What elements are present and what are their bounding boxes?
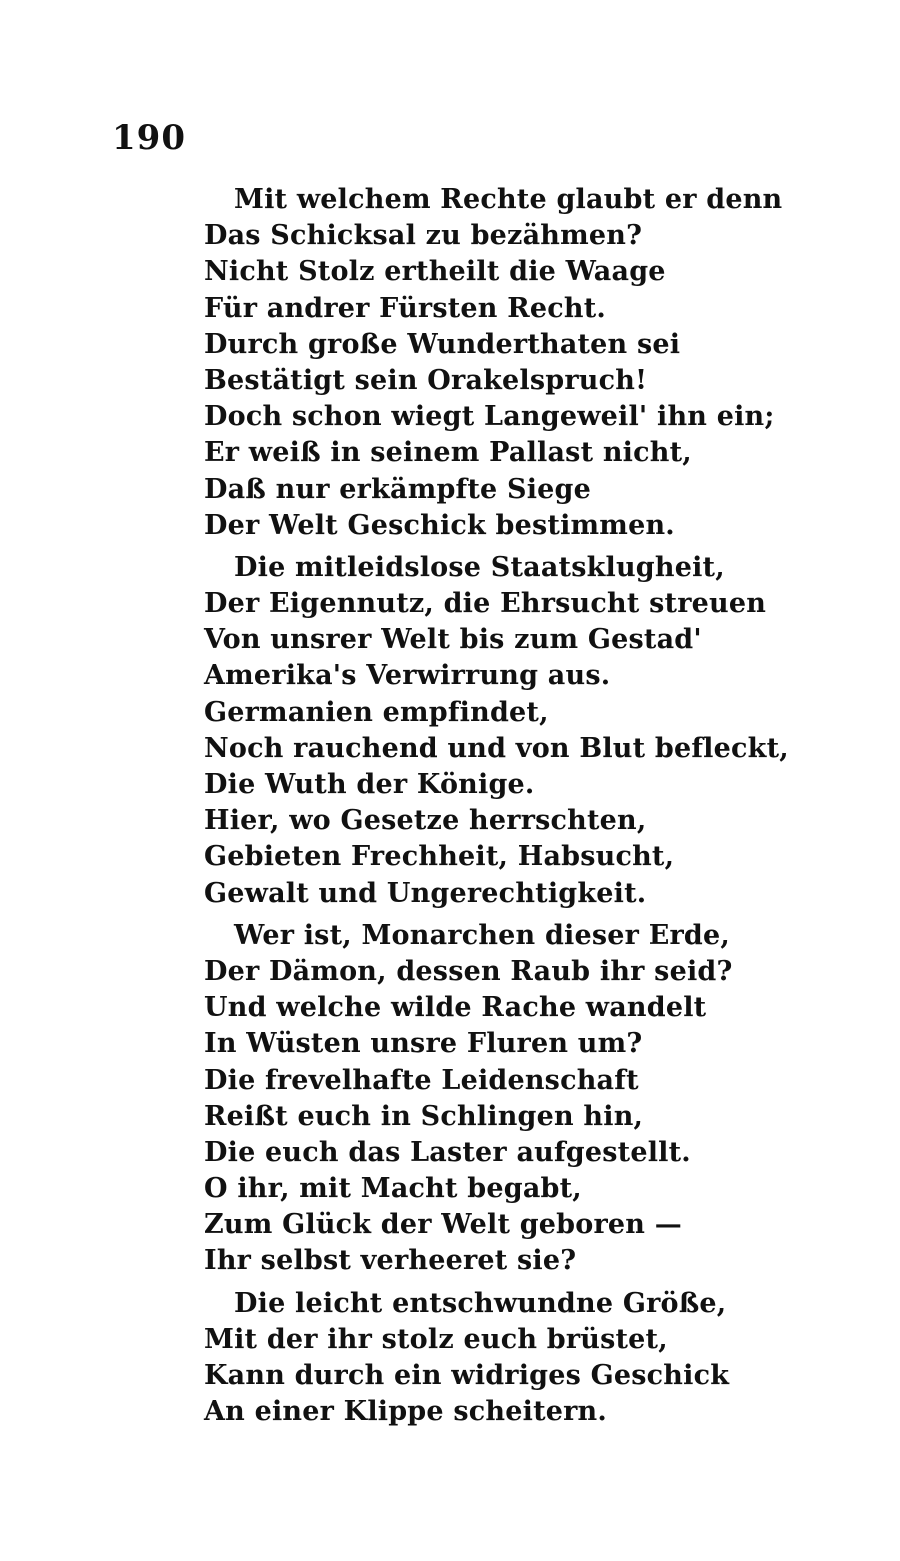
stanza-1 [204, 182, 783, 544]
poem-line: An einer Klippe scheitern. [204, 1396, 607, 1428]
page-number: 190 [112, 118, 186, 158]
poem-line: Bestätigt sein Orakelspruch! [204, 364, 648, 396]
poem-line: Noch rauchend und von Blut befleckt, [204, 732, 789, 764]
poem-line: Amerika's Verwirrung aus. [204, 660, 611, 692]
poem-line: Der Welt Geschick bestimmen. [204, 509, 675, 541]
poem-line: Und welche wilde Rache wandelt [204, 992, 707, 1024]
poem-line: Ihr selbst verheeret sie? [204, 1245, 577, 1277]
poem-line: Doch schon wiegt Langeweil' ihn ein; [204, 401, 775, 433]
poem-line: Daß nur erkämpfte Siege [204, 473, 592, 505]
poem-line: Von unsrer Welt bis zum Gestad' [204, 624, 702, 656]
poem-line: Durch große Wunderthaten sei [204, 328, 681, 360]
poem-line: Er weiß in seinem Pallast nicht, [204, 437, 692, 469]
poem-line: Reißt euch in Schlingen hin, [204, 1100, 644, 1132]
poem-line: Die frevelhafte Leidenschaft [204, 1064, 639, 1096]
stanza-2 [204, 550, 789, 912]
poem-line: Hier, wo Gesetze herrschten, [204, 805, 647, 837]
poem-line: In Wüsten unsre Fluren um? [204, 1028, 643, 1060]
poem-line: Das Schicksal zu bezähmen? [204, 220, 643, 252]
stanza-3 [204, 918, 764, 1280]
poem-line: Wer ist, Monarchen dieser Erde, [234, 919, 730, 951]
poem-line: O ihr, mit Macht begabt, [204, 1173, 582, 1205]
poem-line: Germanien empfindet, [204, 696, 549, 728]
stanza-4 [204, 1286, 764, 1431]
poem-line: Die leicht entschwundne Größe, [234, 1287, 727, 1319]
poem-line: Kann durch ein widriges Geschick [204, 1360, 730, 1391]
poem-line: Mit der ihr stolz euch brüstet, [204, 1323, 668, 1355]
poem-line: Die euch das Laster aufgestellt. [204, 1136, 691, 1168]
poem-line: Mit welchem Rechte glaubt er denn [234, 184, 783, 215]
poem-line: Zum Glück der Welt geboren — [204, 1209, 682, 1241]
poem-line: Die Wuth der Könige. [204, 769, 535, 800]
poem-line: Der Eigennutz, die Ehrsucht streuen [204, 588, 767, 620]
poem-line: Gebieten Frechheit, Habsucht, [204, 841, 675, 873]
poem-line: Gewalt und Ungerechtigkeit. [204, 877, 647, 909]
poem-text [204, 182, 789, 1430]
poem-line: Der Dämon, dessen Raub ihr seid? [204, 955, 733, 987]
poem-line: Die mitleidslose Staatsklugheit, [234, 551, 725, 583]
poem-line: Nicht Stolz ertheilt die Waage [204, 256, 666, 288]
poem-line: Für andrer Fürsten Recht. [204, 292, 606, 324]
